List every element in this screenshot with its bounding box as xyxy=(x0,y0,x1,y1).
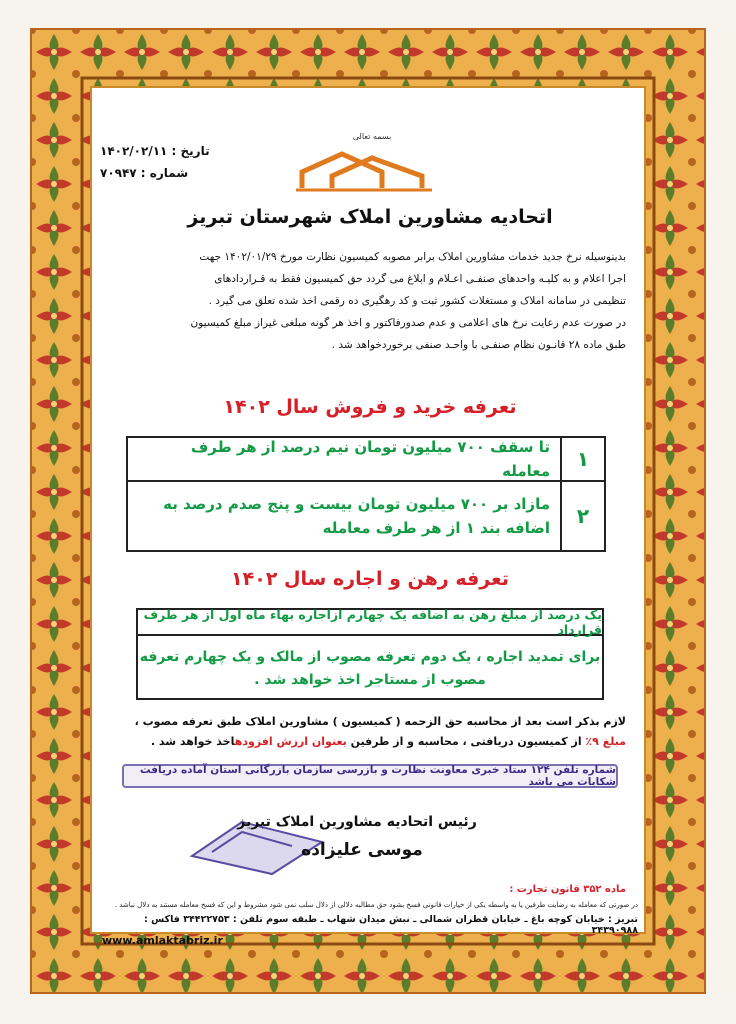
renewal-rule-line: برای تمدید اجاره ، یک دوم تعرفه مصوب از مالک و یک چهارم تعرفه مصوب از مستاجر اخذ خواهد شد . xyxy=(139,649,601,688)
note-text: از کمیسیون دریافتی ، محاسبه و از طرفین xyxy=(346,735,586,748)
intro-line: اجرا اعلام و به کلیـه واحدهای صنفـی اعـلام و ابلاغ می گردد حق کمیسیون فقط به قـراردادهای xyxy=(214,273,626,285)
website-link[interactable]: www.amlaktabriz.ir xyxy=(102,934,223,947)
number-line: شماره : ۷۰۹۴۷ xyxy=(100,166,189,180)
row-number: ۱ xyxy=(560,438,604,480)
note-text: اخذ خواهد شد . xyxy=(150,735,235,748)
table-row xyxy=(128,438,604,482)
sale-tariff-title: تعرفه خرید و فروش سال ۱۴۰۲ xyxy=(223,396,517,418)
table-row xyxy=(128,482,604,550)
date-line: تاریخ : ۱۴۰۲/۰۲/۱۱ xyxy=(100,144,210,158)
intro-line: در صورت عدم رعایت نرخ های اعلامی و عدم صدورفاکتور و اخذ هر گونه مبلغی غیراز مبلغ کمیسیون xyxy=(190,317,626,329)
page-title: اتحادیه مشاورین املاک شهرستان تبریز xyxy=(187,206,553,228)
row-text: تا سقف ۷۰۰ میلیون تومان نیم درصد از هر طرف معامله xyxy=(190,438,550,480)
vat-note xyxy=(118,712,626,752)
intro-line: بدینوسیله نرخ جدید خدمات مشاورین املاک برابر مصوبه کمیسیون نظارت مورخ ۱۴۰۲/۰۱/۲۹ جهت xyxy=(199,251,626,263)
signer-name: موسی علیزاده xyxy=(301,840,423,860)
note-line: لازم بذکر است بعد از محاسبه حق الزحمه ( کمیسیون ) مشاورین املاک طبق تعرفه مصوب ، xyxy=(134,715,626,728)
document-sheet xyxy=(90,86,646,947)
address-line: تبریز : خیابان کوچه باغ ـ خیابان قطران شمالی ـ نبش میدان شهاب ـ طبقه سوم تلفن : ۳۴۴۲۲۷۵۳ فاکس : ۳۴۳۹۰۹۸۸ xyxy=(144,914,638,936)
document-content xyxy=(92,88,644,947)
ornamental-frame xyxy=(30,28,706,994)
intro-line: تنظیمی در سامانه املاک و مستغلات کشور ثبت و کد رهگیری ده رقمی اخذ شده تعلق می گیرد . xyxy=(208,295,626,307)
bismillah: بسمه تعالی xyxy=(352,132,392,141)
vat-amount: مبلغ ۹٪ xyxy=(585,735,626,748)
rent-tariff-box xyxy=(136,608,604,700)
row-number: ۲ xyxy=(560,482,604,550)
intro-line: طبق ماده ۲۸ قانـون نظام صنفـی با واحـد صنفی برخوردخواهد شد . xyxy=(331,339,626,351)
complaint-phone-notice: شماره تلفن ۱۲۴ ستاد خبری معاونت نظارت و بازرسی سازمان بازرگانی استان آماده دریافت شکایات می باشد xyxy=(122,764,618,788)
house-logo-icon xyxy=(292,148,442,198)
note-line-2 xyxy=(118,732,626,752)
vat-label: بعنوان ارزش افزوده xyxy=(234,735,347,748)
law-text: در صورتی که معامله به رضایت طرفین یا به واسطه یکی از خیارات قانونی فسخ بشود حق مطالبه دلالی از دلال سلب نمی شود مشروط و این که فسخ معامله مستند به دلال نباشد . xyxy=(114,901,638,909)
rent-tariff-title: تعرفه رهن و اجاره سال ۱۴۰۲ xyxy=(231,568,509,590)
row-text: مازاد بر ۷۰۰ میلیون تومان بیست و پنج صدم درصد به اضافه بند ۱ از هر طرف معامله xyxy=(163,495,550,537)
date-number-block xyxy=(100,140,240,184)
intro-paragraph xyxy=(118,246,626,356)
signer-role: رئیس اتحادیه مشاورین املاک تبریز xyxy=(237,814,477,830)
sale-tariff-table xyxy=(126,436,606,552)
rent-rule-line: یک درصد از مبلغ رهن به اضافه یک چهارم ازاجاره بهاء ماه اول از هر طرف قرارداد xyxy=(138,610,602,636)
law-title: ماده ۳۵۲ قانون تجارت : xyxy=(509,884,626,895)
